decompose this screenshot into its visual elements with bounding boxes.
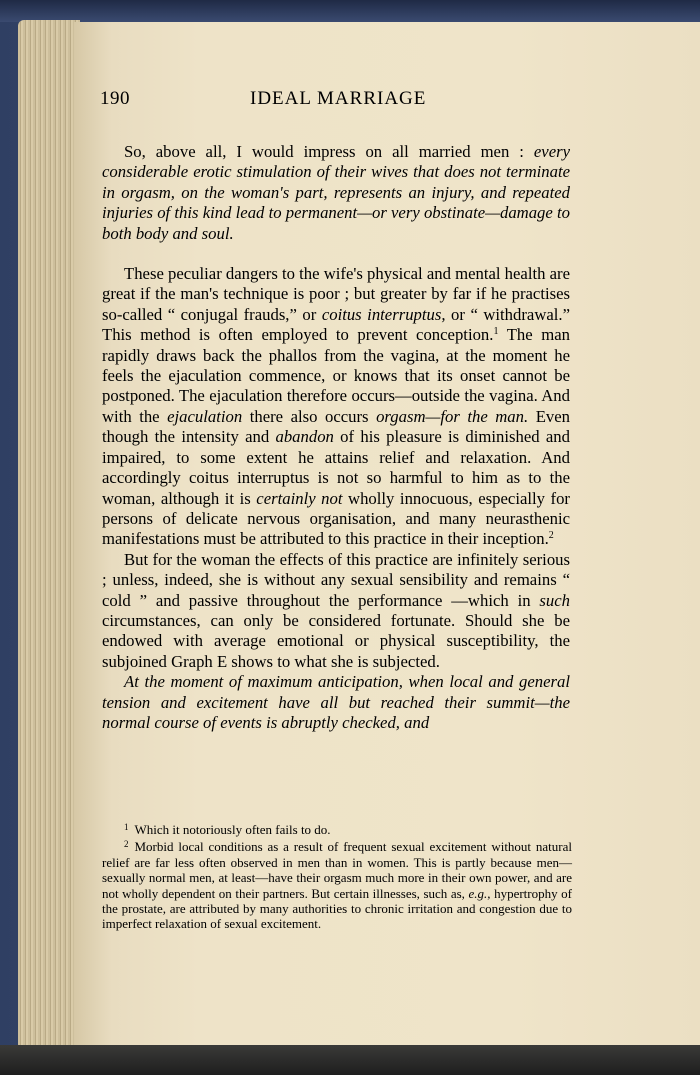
paragraph — [102, 672, 570, 733]
text-segment: there also occurs — [242, 406, 377, 426]
running-title: IDEAL MARRIAGE — [250, 88, 427, 109]
paragraph — [102, 550, 570, 672]
page-number: 190 — [100, 88, 130, 109]
text-segment: hypertrophy of the prostate, are attributed by many authorities to chronic irritation and congestion due to imperfect relaxation of sexual excitement. — [102, 885, 572, 932]
text-segment: Which it notoriously often fails to do. — [134, 822, 331, 837]
footnote-reference: 2 — [548, 530, 554, 542]
footnote-reference: 1 — [493, 326, 499, 338]
italic-text-segment: coitus interruptus, — [321, 304, 446, 324]
table-surface — [0, 1045, 700, 1075]
text-segment: Even though the intensity and — [102, 406, 570, 447]
italic-text-segment: e.g., — [468, 885, 491, 901]
footnote — [102, 837, 572, 931]
text-segment: But for the woman the effects of this practice are infinitely serious ; unless, indeed, she is without any sexual sensibility and remains “ cold ” and passive throughout the performance —which in — [102, 549, 570, 610]
text-segment: Morbid local conditions as a result of frequent sexual excitement without natural relief are far less often observed in men than in women. This is partly because men—sexually normal men, at least—have their orgasm much more in their own power, and are not wholly dependent on their partners. But certain illnesses, such as, — [102, 839, 572, 901]
italic-text-segment: orgasm—for the man. — [376, 406, 529, 426]
footnotes — [102, 820, 572, 932]
text-segment: The man rapidly draws back the phallos from the vagina, at the moment he feels the ejaculation commence, or knows that its onset cannot be postponed. The ejaculation therefore occurs—outside the vagina. And with the — [102, 325, 570, 426]
page-edges — [18, 20, 80, 1050]
italic-text-segment: abandon — [275, 427, 334, 447]
text-segment: These peculiar dangers to the wife's physical and mental health are great if the man's technique is poor ; but greater by far if he practises so-called “ conjugal frauds,” or — [102, 264, 570, 324]
italic-text-segment: every considerable erotic stimulation of their wives that does not terminate in orgasm, on the woman's part, represents an injury, and repeated injuries of this kind lead to permanent—or very obstinate—damage to both body and soul. — [102, 142, 570, 243]
text-segment: circumstances, can only be considered fortunate. Should she be endowed with average emotional or physical susceptibility, the subjoined Graph E shows to what she is subjected. — [102, 610, 570, 671]
paragraph — [102, 264, 570, 550]
italic-text-segment: ejaculation — [167, 406, 243, 426]
book-cover-top-edge — [0, 0, 700, 22]
footnote-mark: 1 — [124, 822, 129, 832]
text-segment: So, above all, I would impress on all married men : — [124, 142, 534, 161]
italic-text-segment: certainly not — [256, 488, 343, 508]
body-text — [102, 142, 570, 733]
text-segment: or “ withdrawal.” This method is often employed to prevent conception. — [102, 304, 570, 345]
footnote-mark: 2 — [124, 839, 129, 850]
text-segment: of his pleasure is diminished and impaired, to some extent he attains relief and relaxation. And accordingly coitus interruptus is not so harmful to him as to the woman, although it is — [102, 427, 570, 508]
italic-text-segment: such — [539, 590, 570, 610]
italic-text-segment: At the moment of maximum anticipation, when local and general tension and excitement have all but reached their summit—the normal course of events is abruptly checked, and — [102, 672, 570, 732]
text-segment: wholly innocuous, especially for persons of delicate nervous organisation, and many neurasthenic manifestations must be attributed to this practice in their inception. — [102, 488, 570, 549]
footnote — [102, 820, 572, 837]
paragraph — [102, 142, 570, 244]
page-header — [100, 88, 520, 118]
